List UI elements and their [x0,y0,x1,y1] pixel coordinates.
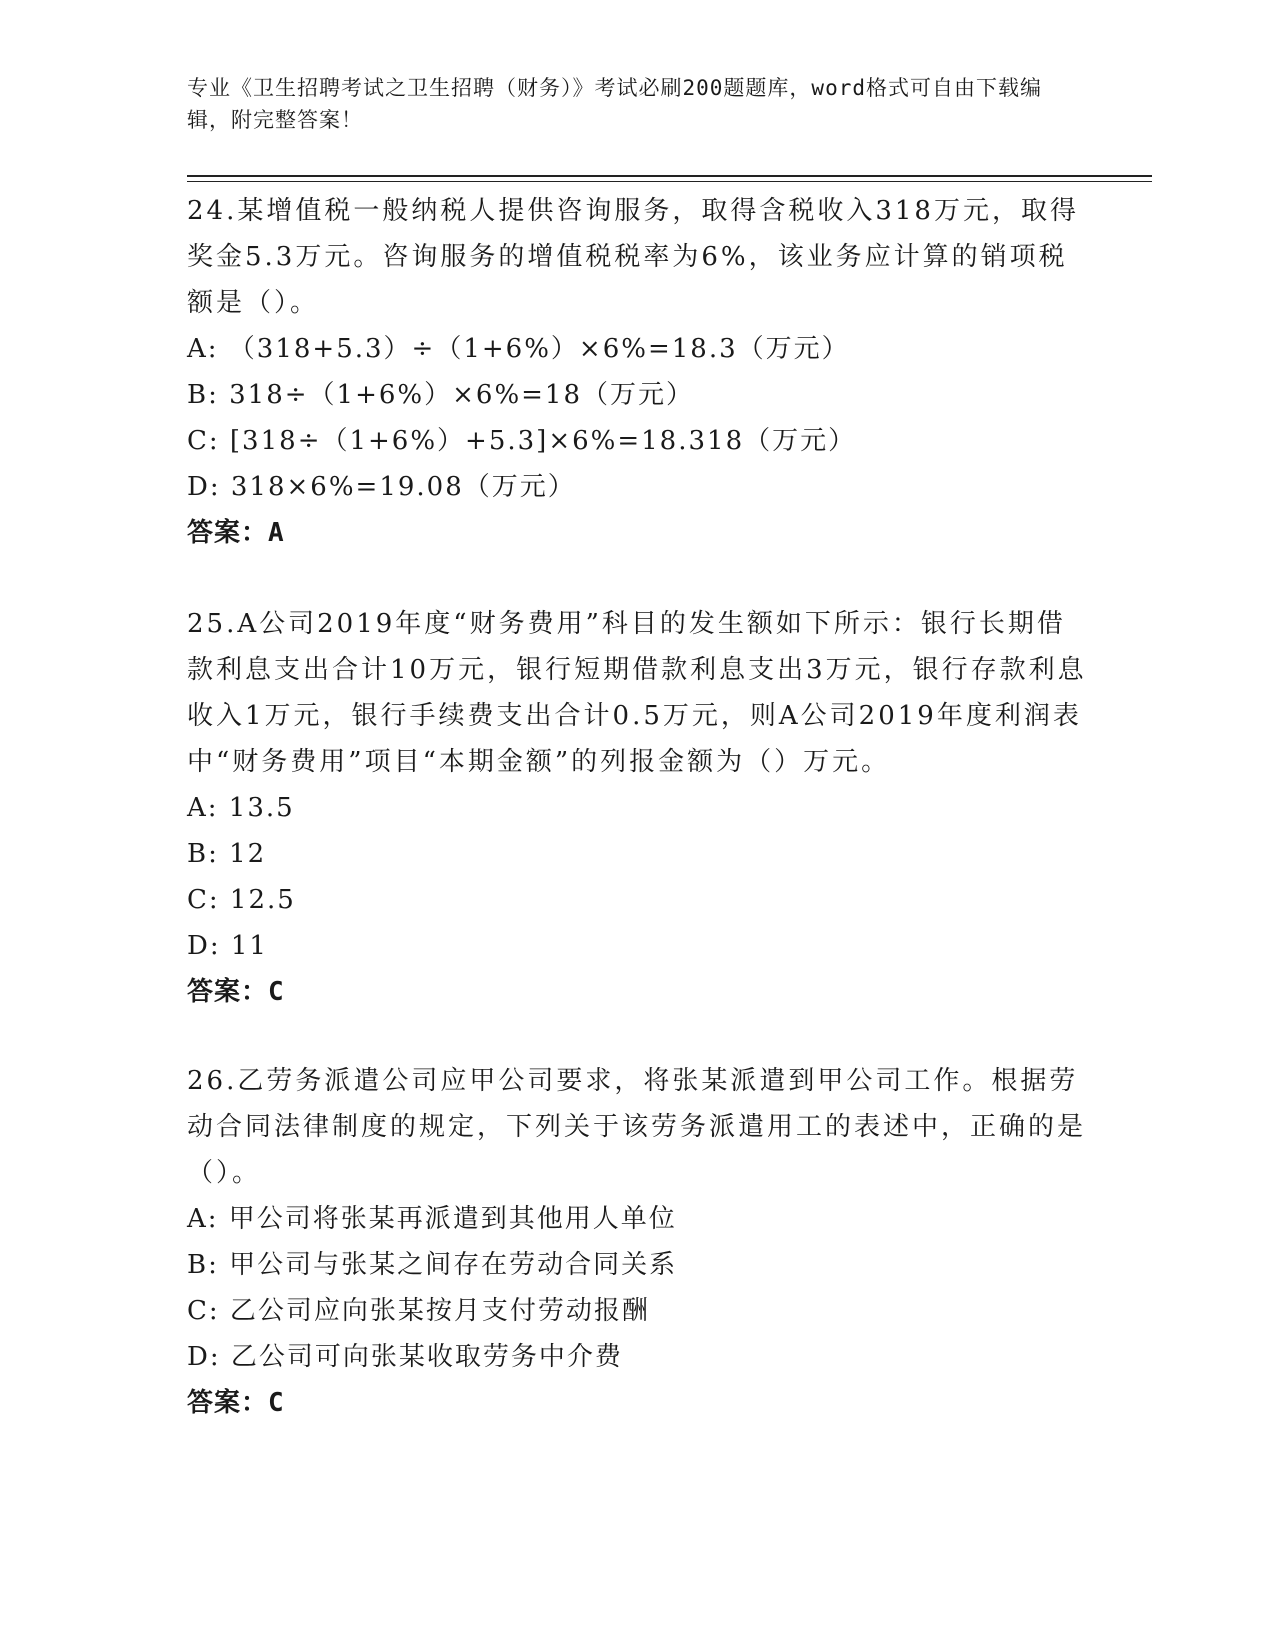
header-divider-thick [187,175,1152,177]
option-a: A: 甲公司将张某再派遣到其他用人单位 [187,1204,677,1234]
option-d: D: 318×6%=19.08（万元） [187,472,576,502]
answer-line: 答案：C [187,977,285,1007]
question-stem: 25.A公司2019年度“财务费用”科目的发生额如下所示：银行长期借款利息支出合计10万元，银行短期借款利息支出3万元，银行存款利息收入1万元，银行手续费支出合计0.5万元，则A公司2019年度利润表中“财务费用”项目“本期金额”的列报金额为（）万元。 [187,609,1087,777]
option-list [187,326,1087,510]
option-c: C: [318÷（1+6%）+5.3]×6%=18.318（万元） [187,426,857,456]
option-b: B: 318÷（1+6%）×6%=18（万元） [187,380,695,410]
option-a: A: 13.5 [187,793,295,823]
option-list [187,1196,1087,1380]
option-c: C: 12.5 [187,885,296,915]
option-c: C: 乙公司应向张某按月支付劳动报酬 [187,1296,650,1326]
question-stem: 26.乙劳务派遣公司应甲公司要求，将张某派遣到甲公司工作。根据劳动合同法律制度的规定，下列关于该劳务派遣用工的表述中，正确的是（）。 [187,1066,1087,1188]
option-b: B: 甲公司与张某之间存在劳动合同关系 [187,1250,678,1280]
header-divider-thin [187,181,1152,182]
answer-line: 答案：A [187,518,285,548]
question-24 [187,188,1087,556]
answer-line: 答案：C [187,1388,285,1418]
option-a: A: （318+5.3）÷（1+6%）×6%=18.3（万元） [187,334,850,364]
question-26 [187,1058,1087,1426]
option-d: D: 11 [187,931,268,961]
option-b: B: 12 [187,839,267,869]
question-stem: 24.某增值税一般纳税人提供咨询服务，取得含税收入318万元，取得奖金5.3万元。咨询服务的增值税税率为6%，该业务应计算的销项税额是（）。 [187,196,1079,318]
option-list [187,785,1087,969]
option-d: D: 乙公司可向张某收取劳务中介费 [187,1342,623,1372]
header-intro-text: 专业《卫生招聘考试之卫生招聘（财务）》考试必刷200题题库，word格式可自由下载编辑，附完整答案！ [187,76,1042,132]
document-header [187,72,1067,136]
question-25 [187,601,1087,1015]
